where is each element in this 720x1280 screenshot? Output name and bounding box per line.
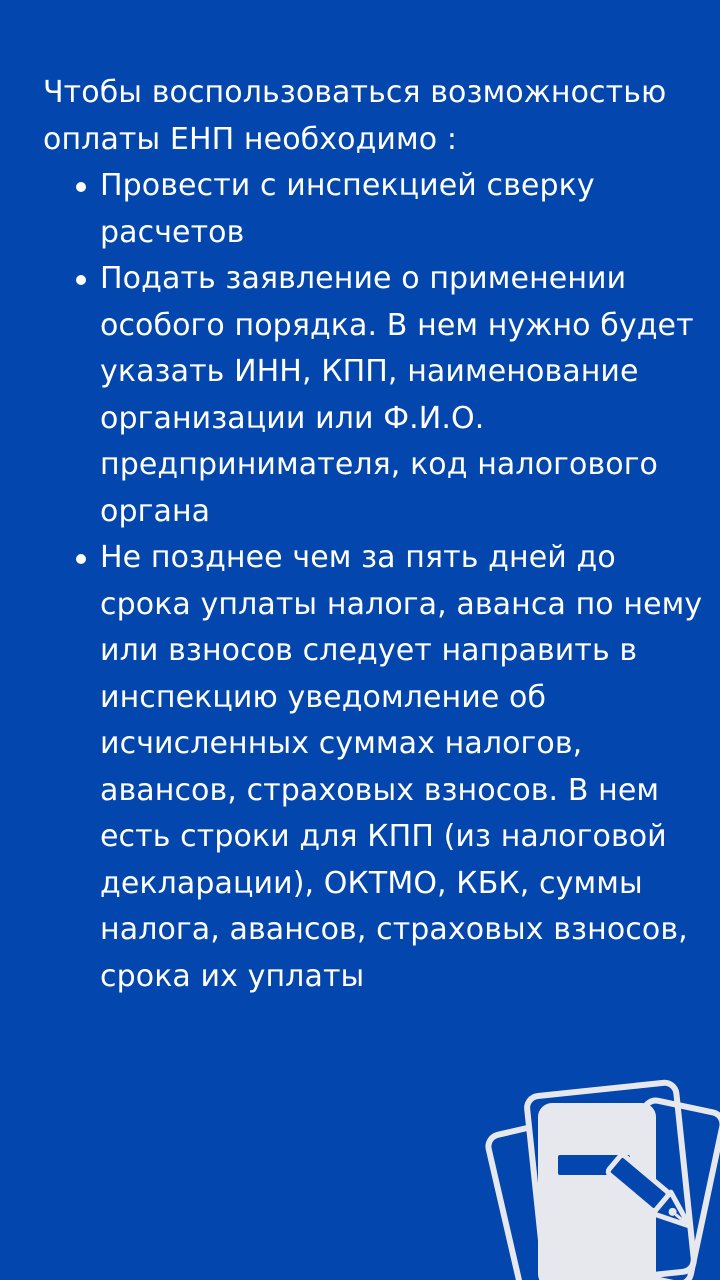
list-item bbox=[43, 535, 703, 1000]
documents-with-pen-icon bbox=[480, 1060, 720, 1280]
bullet-icon bbox=[76, 182, 86, 192]
list-item bbox=[43, 256, 703, 535]
steps-list bbox=[43, 163, 703, 1000]
step-text: Провести с инспекцией сверку расчетов bbox=[100, 168, 595, 250]
intro-text: Чтобы воспользоваться возможностью оплаты ЕНП необходимо : bbox=[43, 75, 667, 157]
list-item bbox=[43, 163, 703, 256]
bullet-icon bbox=[76, 275, 86, 285]
bullet-icon bbox=[76, 554, 86, 564]
main-content bbox=[43, 70, 703, 1000]
step-text: Подать заявление о применении особого порядка. В нем нужно будет указать ИНН, КПП, наименование организации или Ф.И.О. предпринимателя, код налогового органа bbox=[100, 261, 694, 529]
step-text: Не позднее чем за пять дней до срока уплаты налога, аванса по нему или взносов следует направить в инспекцию уведомление об исчисленных суммах налогов, авансов, страховых взносов. В нем есть строки для КПП (из налоговой декларации), ОКТМО, КБК, суммы налога, авансов, страховых взносов, срока их уплаты bbox=[100, 540, 703, 994]
